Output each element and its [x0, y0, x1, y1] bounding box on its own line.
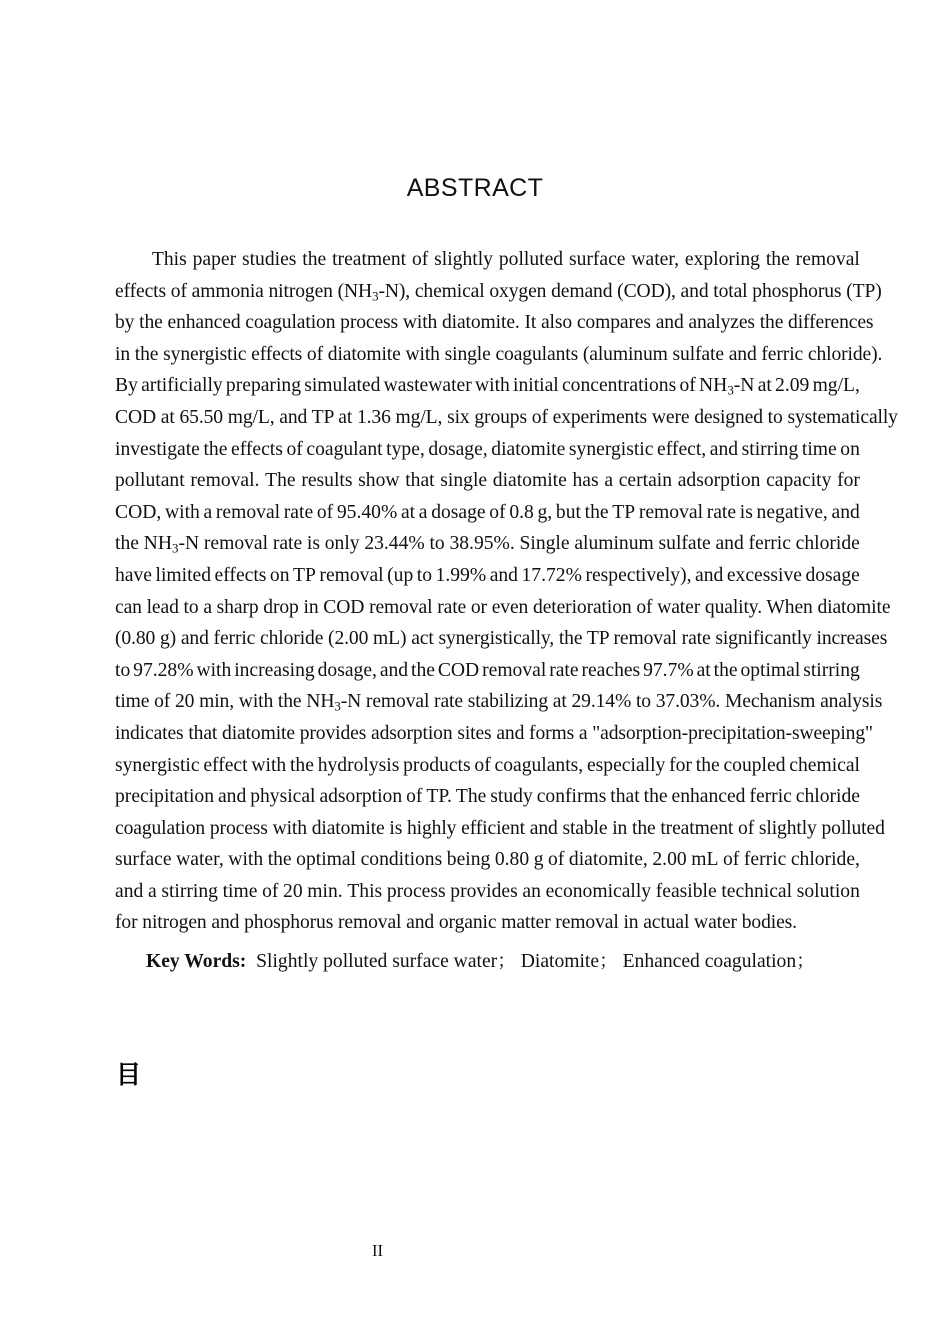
word: the — [713, 659, 738, 681]
abstract-line — [115, 244, 860, 276]
word: is — [306, 533, 320, 555]
word: water, — [631, 249, 680, 270]
word: investigate — [115, 438, 200, 460]
word: for — [837, 470, 860, 492]
word: the — [267, 849, 292, 871]
word: paper — [192, 249, 237, 270]
keyword-separator: ； — [599, 951, 618, 972]
word: capacity — [766, 470, 832, 492]
keyword-separator: ； — [796, 951, 815, 972]
word: $NH_3-N$ — [699, 375, 755, 398]
word: simulated — [304, 375, 381, 397]
abstract-line: can lead to a sharp drop in COD removal rate or even deterioration of water quality. When diatomite — [115, 596, 891, 618]
word: and — [217, 786, 247, 808]
word: water, — [176, 849, 224, 871]
word: have — [115, 564, 152, 586]
word: 97.7% — [643, 659, 694, 681]
word: initial — [513, 375, 559, 397]
word: and — [379, 659, 409, 681]
word: dosage — [805, 564, 860, 586]
word: that — [405, 470, 435, 492]
word: has — [572, 470, 599, 492]
word: stirring — [741, 438, 799, 460]
abstract-line: (0.80 g) and ferric chloride (2.00 mL) act synergistically, the TP removal rate significantly increases — [115, 628, 888, 650]
word: effect — [203, 754, 248, 776]
word: sulfate — [658, 533, 711, 555]
word: By — [115, 375, 138, 397]
word: and — [831, 501, 860, 523]
word: mL — [691, 849, 719, 871]
word: removal — [215, 501, 281, 523]
word: removal — [319, 564, 384, 586]
word: 0.80 — [494, 849, 530, 871]
word: mg/L, — [812, 375, 860, 397]
word: removal — [482, 659, 547, 681]
word: of — [548, 849, 565, 871]
abstract-line: effects of ammonia nitrogen $(NH_3-N)$, chemical oxygen demand (COD), and total phosphorus (TP) — [115, 280, 882, 304]
word: adsorption — [319, 786, 403, 808]
page-title: ABSTRACT — [406, 174, 544, 202]
abstract-line — [115, 497, 860, 529]
word: the — [115, 533, 139, 555]
word: chloride — [795, 786, 860, 808]
word: TP — [612, 501, 636, 523]
word: of — [411, 249, 429, 270]
word: rate — [272, 533, 303, 555]
word: a — [147, 880, 157, 902]
word: time — [801, 438, 837, 460]
keywords-label: Key Words: — [146, 951, 247, 972]
word: $NH_3-N$ — [143, 533, 200, 556]
word: to — [429, 533, 445, 555]
keyword-separator: ； — [497, 951, 516, 972]
word: that — [610, 786, 640, 808]
word: conditions — [360, 849, 443, 871]
word: the — [289, 754, 314, 776]
word: TP — [293, 564, 316, 586]
word: effects — [231, 438, 283, 460]
word: slightly — [434, 249, 493, 270]
word: to — [115, 659, 131, 681]
abstract-line — [115, 560, 860, 592]
word: certain — [618, 470, 673, 492]
word: 23.44% — [364, 533, 425, 555]
word: studies — [241, 249, 297, 270]
abstract-line — [115, 465, 860, 497]
word: removal — [638, 501, 704, 523]
word: synergistic — [115, 754, 200, 776]
word: results — [301, 470, 353, 492]
word: The — [455, 786, 487, 808]
word: pollutant — [115, 470, 185, 492]
word: synergistic — [568, 438, 654, 460]
word: the — [643, 786, 668, 808]
word: to — [416, 564, 433, 586]
word: and — [489, 564, 518, 586]
abstract-line: coagulation process with diatomite is highly efficient and stable in the treatment of slightly polluted — [115, 817, 885, 839]
word: 38.95%. — [449, 533, 515, 555]
word: TP. — [426, 786, 452, 808]
word: removal. — [190, 470, 260, 492]
word: products — [403, 754, 471, 776]
word: wastewater — [383, 375, 472, 397]
word: solution — [796, 880, 860, 902]
word: with — [251, 754, 287, 776]
word: diatomite — [491, 438, 566, 460]
keyword-term: Slightly polluted surface water — [256, 951, 498, 972]
word: and — [709, 438, 739, 460]
word: stirring — [161, 880, 218, 902]
word: only — [324, 533, 360, 555]
word: Single — [519, 533, 570, 555]
word: provides — [450, 880, 518, 902]
word: g, — [537, 501, 553, 523]
word: and — [695, 564, 724, 586]
word: rate — [283, 501, 314, 523]
abstract-line: time of 20 min, with the $NH_3-N$ removal rate stabilizing at 29.14% to 37.03%. Mechanism analysis — [115, 691, 883, 714]
keyword-term: Diatomite — [520, 951, 600, 972]
word: for — [669, 754, 692, 776]
word: the — [584, 501, 609, 523]
keywords-line — [146, 948, 860, 976]
abstract-line — [115, 750, 860, 782]
word: a — [604, 470, 614, 492]
word: treatment — [332, 249, 407, 270]
keyword-term: Enhanced coagulation — [622, 951, 797, 972]
abstract-line: indicates that diatomite provides adsorption sites and forms a "adsorption-precipitation-sweeping" — [115, 722, 873, 744]
abstract-body — [115, 244, 898, 939]
abstract-line — [115, 655, 860, 687]
word: technical — [721, 880, 793, 902]
word: limited — [155, 564, 212, 586]
word: polluted — [498, 249, 564, 270]
word: confirms — [536, 786, 607, 808]
word: g — [533, 849, 544, 871]
word: coagulant — [306, 438, 383, 460]
word: of — [286, 438, 303, 460]
word: min. — [307, 880, 343, 902]
word: dosage, — [428, 438, 488, 460]
word: 97.28% — [133, 659, 194, 681]
word: (up — [387, 564, 414, 586]
word: 2.00 — [652, 849, 687, 871]
paragraph-indent — [115, 244, 146, 276]
word: surface — [115, 849, 172, 871]
word: coupled — [723, 754, 786, 776]
word: COD, — [115, 501, 162, 523]
page-number: II — [372, 1241, 383, 1260]
word: physical — [250, 786, 316, 808]
word: but — [555, 501, 581, 523]
word: the — [411, 659, 435, 681]
word: of — [474, 754, 491, 776]
abstract-line: by the enhanced coagulation process with diatomite. It also compares and analyzes the differences — [115, 312, 874, 334]
word: the — [695, 754, 720, 776]
word: diatomite — [492, 470, 567, 492]
word: with — [164, 501, 200, 523]
abstract-line: for nitrogen and phosphorus removal and organic matter removal in actual water bodies. — [115, 912, 797, 934]
word: coagulants, — [494, 754, 584, 776]
word: increasing — [234, 659, 315, 681]
word: the — [203, 438, 228, 460]
word: on — [269, 564, 290, 586]
word: at — [757, 375, 772, 397]
word: aluminum — [574, 533, 654, 555]
abstract-line — [115, 370, 860, 402]
word: removal — [795, 249, 860, 270]
word: exploring — [684, 249, 760, 270]
word: of — [679, 375, 696, 397]
word: This — [151, 249, 187, 270]
word: surface — [568, 249, 626, 270]
word: time — [222, 880, 258, 902]
word: dosage, — [317, 659, 377, 681]
word: of — [316, 501, 334, 523]
word: is — [739, 501, 753, 523]
stray-cjk-mark: 目 — [116, 1060, 142, 1089]
word: diatomite, — [568, 849, 648, 871]
word: adsorption — [677, 470, 761, 492]
word: a — [418, 501, 428, 523]
abstract-line — [115, 876, 860, 908]
word: with — [228, 849, 264, 871]
word: enhanced — [671, 786, 746, 808]
abstract-line: COD at 65.50 mg/L, and TP at 1.36 mg/L, six groups of experiments were designed to systematically — [115, 406, 898, 428]
word: chemical — [789, 754, 860, 776]
word: 17.72% — [521, 564, 582, 586]
word: the — [765, 249, 790, 270]
word: reaches — [581, 659, 641, 681]
abstract-line — [115, 434, 860, 466]
word: on — [840, 438, 860, 460]
word: ferric — [749, 786, 792, 808]
word: an — [522, 880, 541, 902]
word: being — [446, 849, 491, 871]
word: This — [347, 880, 383, 902]
word: show — [358, 470, 400, 492]
word: chloride, — [790, 849, 860, 871]
word: negative, — [756, 501, 828, 523]
word: rate — [706, 501, 737, 523]
abstract-line — [115, 781, 860, 813]
word: the — [302, 249, 327, 270]
word: ferric — [748, 533, 791, 555]
word: of — [722, 849, 740, 871]
word: rate — [549, 659, 579, 681]
word: 2.09 — [775, 375, 810, 397]
word: single — [440, 470, 488, 492]
word: of — [406, 786, 423, 808]
word: of — [489, 501, 506, 523]
word: optimal — [296, 849, 357, 871]
word: optimal — [740, 659, 801, 681]
abstract-line: in the synergistic effects of diatomite with single coagulants (aluminum sulfate and ferric chloride). — [115, 343, 883, 365]
word: removal — [203, 533, 269, 555]
abstract-line — [115, 844, 860, 876]
word: with — [474, 375, 510, 397]
word: The — [265, 470, 296, 492]
word: 1.99% — [435, 564, 487, 586]
word: feasible — [655, 880, 717, 902]
word: at — [696, 659, 711, 681]
word: and — [115, 880, 144, 902]
word: artificially — [141, 375, 223, 397]
abstract-line — [115, 528, 860, 560]
word: economically — [545, 880, 652, 902]
word: ferric — [743, 849, 787, 871]
word: 95.40% — [336, 501, 398, 523]
word: 20 — [283, 880, 303, 902]
word: effect, — [657, 438, 707, 460]
word: a — [203, 501, 213, 523]
word: hydrolysis — [317, 754, 400, 776]
word: concentrations — [561, 375, 677, 397]
word: preparing — [225, 375, 301, 397]
word: with — [196, 659, 232, 681]
word: study — [490, 786, 533, 808]
word: effects — [214, 564, 267, 586]
word: of — [262, 880, 279, 902]
word: stirring — [803, 659, 860, 681]
word: and — [715, 533, 744, 555]
word: respectively), — [585, 564, 692, 586]
word: type, — [386, 438, 425, 460]
word: COD — [437, 659, 480, 681]
word: chloride — [795, 533, 860, 555]
word: process — [386, 880, 446, 902]
word: excessive — [726, 564, 802, 586]
word: dosage — [431, 501, 486, 523]
word: especially — [586, 754, 666, 776]
word: 0.8 — [509, 501, 534, 523]
word: at — [400, 501, 416, 523]
word: precipitation — [115, 786, 215, 808]
